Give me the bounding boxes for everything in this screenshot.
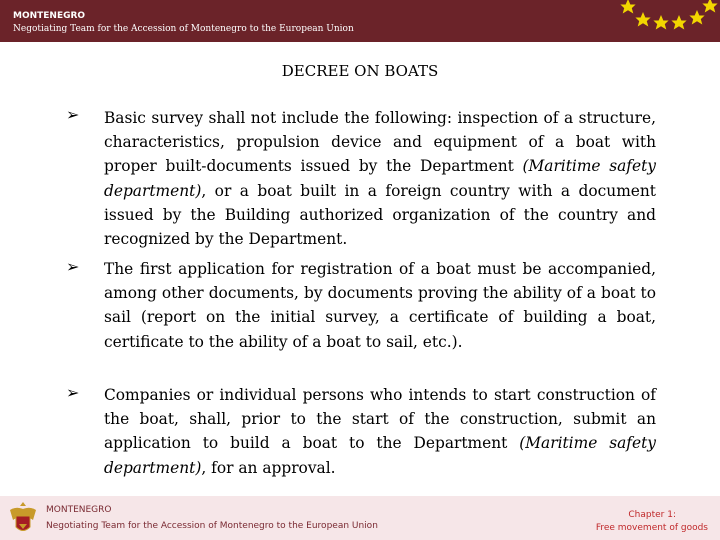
header-subtitle: Negotiating Team for the Accession of Montenegro to the European Union	[13, 24, 354, 34]
arrow-bullet-icon: ➢	[66, 383, 80, 402]
header-country: MONTENEGRO	[13, 11, 86, 21]
montenegro-coat-of-arms-icon	[6, 500, 40, 538]
page-title: DECREE ON BOATS	[281, 62, 439, 80]
footer-country: MONTENEGRO	[46, 505, 112, 515]
footer-bar	[0, 496, 720, 540]
bullet-text-1: Basic survey shall not include the following: inspection of a structure, characteristics, propulsion device and equipment of a boat with proper built-documents issued by the Department (Maritime safety department), or a boat built in a foreign country with a document issued by the Building authorized organization of the country and recognized by the Department.	[104, 109, 656, 249]
footer-chapter: Chapter 1:	[628, 510, 676, 520]
arrow-bullet-icon: ➢	[66, 257, 80, 276]
arrow-bullet-icon: ➢	[66, 105, 80, 124]
header-bar	[0, 0, 720, 42]
footer-subtitle: Negotiating Team for the Accession of Montenegro to the European Union	[46, 521, 378, 531]
bullet-text-3: Companies or individual persons who intends to start construction of the boat, shall, prior to the start of the construction, submit an application to build a boat to the Department (Maritime safety department), for an approval.	[104, 386, 656, 477]
footer-chapter-title: Free movement of goods	[595, 523, 708, 533]
bullet-text-2: The first application for registration of a boat must be accompanied, among other documents, by documents proving the ability of a boat to sail (report on the initial survey, a certificate of building a boat, certificate to the ability of a boat to sail, etc.).	[104, 260, 656, 351]
